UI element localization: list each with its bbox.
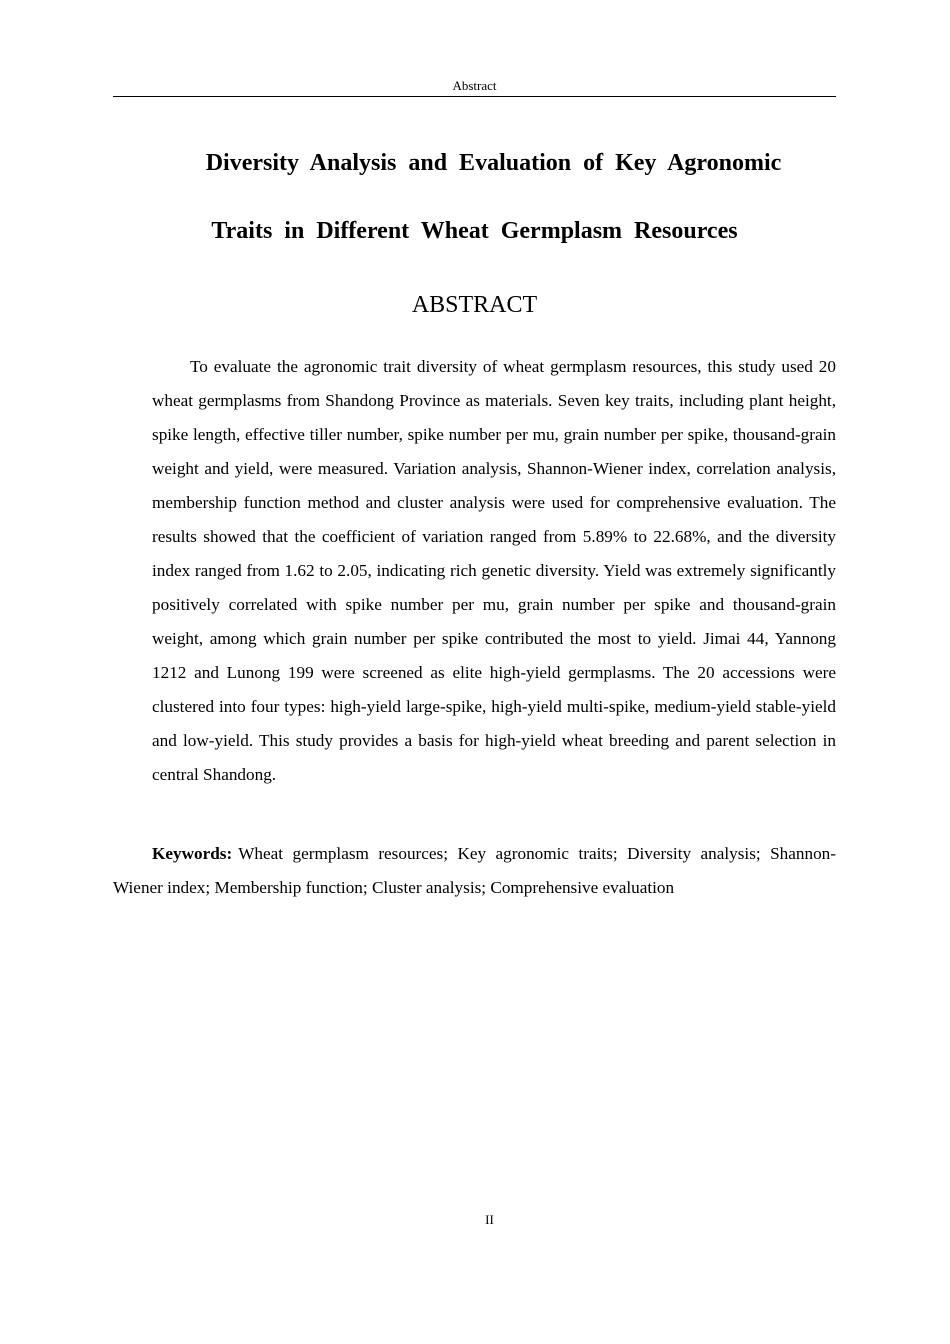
keywords-label: Keywords: [152,844,233,863]
running-header [113,78,836,97]
abstract-heading: ABSTRACT [411,292,538,318]
paper-title-line-2: Traits in Different Wheat Germplasm Resources [211,218,738,244]
abstract-body: To evaluate the agronomic trait diversity of wheat germplasm resources, this study used 20 wheat germplasms from Shandong Province as materials. Seven key traits, including plant height, spike length, effective tiller number, spike number per mu, grain number per spike, thousand-grain weight and yield, were measured. Variation analysis, Shannon-Wiener index, correlation analysis, membership function method and cluster analysis were used for comprehensive evaluation. The results showed that the coefficient of variation ranged from 5.89% to 22.68%, and the diversity index ranged from 1.62 to 2.05, indicating rich genetic diversity. Yield was extremely significantly positively correlated with spike number per mu, grain number per spike and thousand-grain weight, among which grain number per spike contributed the most to yield. Jimai 44, Yannong 1212 and Lunong 199 were screened as elite high-yield germplasms. The 20 accessions were clustered into four types: high-yield large-spike, high-yield multi-spike, medium-yield stable-yield and low-yield. This study provides a basis for high-yield wheat breeding and parent selection in central Shandong. [152,357,836,784]
keywords-text: Wheat germplasm resources; Key agronomic traits; Diversity analysis; Shannon-Wiener index; Membership function; Cluster analysis; Comprehensive evaluation [113,844,836,897]
running-header-title: Abstract [452,78,497,93]
page-number: II [485,1212,494,1227]
paper-title [113,129,836,265]
paper-title-line-1: Diversity Analysis and Evaluation of Key Agronomic [205,150,782,176]
keywords-paragraph [113,837,836,905]
